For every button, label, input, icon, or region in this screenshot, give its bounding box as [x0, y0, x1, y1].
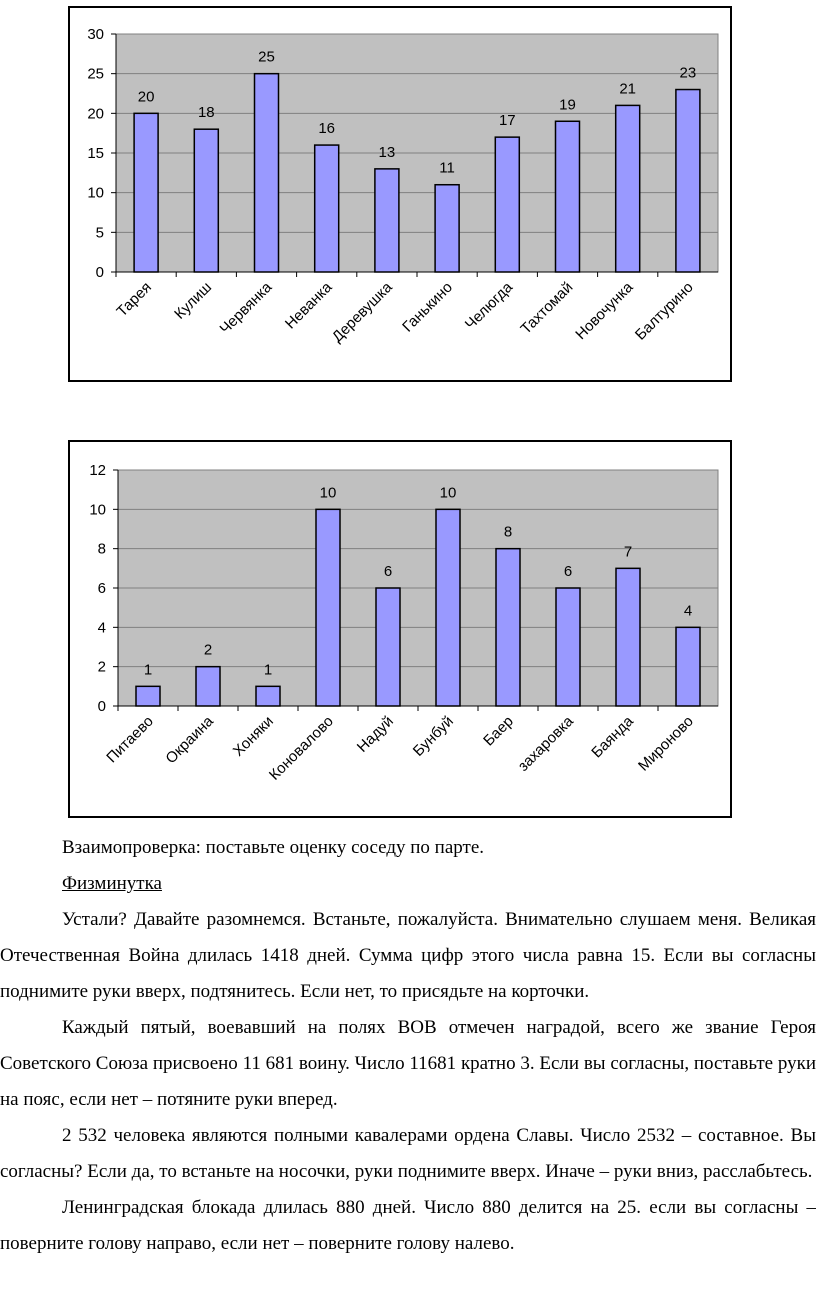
bar-Червянка	[255, 74, 279, 272]
y-tick-label: 0	[97, 698, 106, 715]
bar-Бунбуй	[436, 509, 460, 706]
bar-Балтурино	[676, 90, 700, 272]
y-tick-label: 20	[87, 105, 104, 123]
bar-Новочунка	[616, 105, 640, 272]
data-label: 6	[383, 563, 393, 580]
bar-Хоняки	[256, 686, 280, 706]
bar-Питаево	[136, 686, 160, 706]
x-tick-label: Новочунка	[572, 278, 637, 344]
x-tick-label: Баянда	[588, 712, 637, 762]
bar-Баянда	[616, 568, 640, 706]
paragraph-title	[0, 866, 816, 902]
y-tick-label: 15	[87, 145, 104, 162]
section-heading-fizminutka: Физминутка	[62, 873, 162, 894]
y-tick-label: 5	[95, 224, 104, 242]
y-tick-label: 4	[97, 619, 106, 637]
data-label: 16	[318, 120, 336, 138]
x-tick-label: Челюгда	[461, 278, 517, 334]
paragraph-4: Ленинградская блокада длилась 880 дней. Число 880 делится на 25. если вы согласны – поверните голову направо, если нет – поверните голову налево.	[0, 1197, 816, 1254]
x-tick-label: Деревушка	[328, 278, 396, 346]
paragraph-2: Каждый пятый, воевавший на полях ВОВ отмечен наградой, всего же звание Героя Советского Союза присвоено 11 681 воину. Число 11681 кратно 3. Если вы согласны, поставьте руки на пояс, если нет – потяните руки вперед.	[0, 1017, 816, 1110]
bar-Мироново	[676, 627, 700, 706]
x-tick-label: Баер	[480, 712, 517, 750]
x-tick-label: Окраина	[162, 712, 217, 768]
data-label: 8	[503, 523, 513, 541]
bar-Тахтомай	[556, 121, 580, 272]
x-tick-label: Питаево	[103, 712, 157, 767]
data-label: 17	[498, 112, 516, 130]
y-tick-label: 0	[95, 264, 104, 281]
x-tick-label: Кулиш	[171, 278, 216, 323]
bar-Деревушка	[375, 169, 399, 272]
y-tick-label: 2	[97, 658, 106, 676]
paragraph-mutual-check: Взаимопроверка: поставьте оценку соседу по парте.	[62, 837, 485, 858]
x-tick-label: захаровка	[514, 712, 577, 775]
bar-Окраина	[196, 667, 220, 706]
x-tick-label: Мироново	[635, 712, 697, 775]
y-tick-label: 6	[97, 580, 106, 597]
x-tick-label: Балтурино	[631, 278, 697, 344]
x-tick-label: Неванка	[281, 278, 336, 333]
x-tick-label: Ганькино	[399, 278, 456, 336]
bar-Ганькино	[435, 185, 459, 272]
bar-Челюгда	[495, 137, 519, 272]
data-label: 11	[439, 159, 455, 177]
bar-Коновалово	[316, 509, 340, 706]
data-label: 4	[683, 602, 693, 620]
bar-Неванка	[315, 145, 339, 272]
data-label: 23	[679, 64, 697, 82]
bar-chart-1	[70, 8, 730, 380]
data-label: 20	[137, 88, 155, 106]
data-label: 18	[197, 104, 215, 122]
bar-chart-2	[70, 442, 730, 816]
paragraph-3: 2 532 человека являются полными кавалерами ордена Славы. Число 2532 – составное. Вы согласны? Если да, то встаньте на носочки, руки поднимите вверх. Иначе – руки вниз, расслабьтесь.	[0, 1125, 816, 1182]
bar-Надуй	[376, 588, 400, 706]
y-tick-label: 8	[97, 540, 106, 558]
y-tick-label: 10	[87, 184, 104, 202]
y-tick-label: 12	[89, 462, 106, 479]
y-tick-label: 25	[87, 65, 104, 83]
data-label: 10	[439, 484, 457, 502]
x-tick-label: Коновалово	[265, 712, 337, 784]
text-content	[0, 830, 816, 1262]
bar-захаровка	[556, 588, 580, 706]
data-label: 21	[619, 80, 637, 98]
bar-Баер	[496, 549, 520, 706]
data-label: 6	[563, 563, 573, 580]
x-tick-label: Тахтомай	[517, 278, 577, 338]
data-label: 1	[263, 661, 273, 679]
chart-villages-1	[68, 6, 732, 382]
y-tick-label: 30	[87, 26, 104, 43]
chart-villages-2	[68, 440, 732, 818]
data-label: 13	[378, 143, 396, 161]
y-tick-label: 10	[89, 501, 106, 519]
data-label: 10	[319, 484, 337, 502]
x-tick-label: Тарея	[113, 278, 155, 321]
x-tick-label: Бунбуй	[409, 712, 457, 760]
bar-Тарея	[134, 113, 158, 272]
x-tick-label: Хоняки	[229, 712, 277, 760]
bar-Кулиш	[194, 129, 218, 272]
data-label: 1	[143, 661, 153, 679]
data-label: 2	[203, 641, 213, 659]
data-label: 7	[623, 543, 633, 561]
paragraph-1: Устали? Давайте разомнемся. Встаньте, пожалуйста. Внимательно слушаем меня. Великая Отечественная Война длилась 1418 дней. Сумма цифр этого числа равна 15. Если вы согласны поднимите руки вверх, подтянитесь. Если нет, то присядьте на корточки.	[0, 909, 816, 1002]
x-tick-label: Червянка	[216, 278, 276, 338]
data-label: 25	[258, 48, 275, 66]
data-label: 19	[559, 96, 576, 114]
x-tick-label: Надуй	[353, 712, 397, 756]
